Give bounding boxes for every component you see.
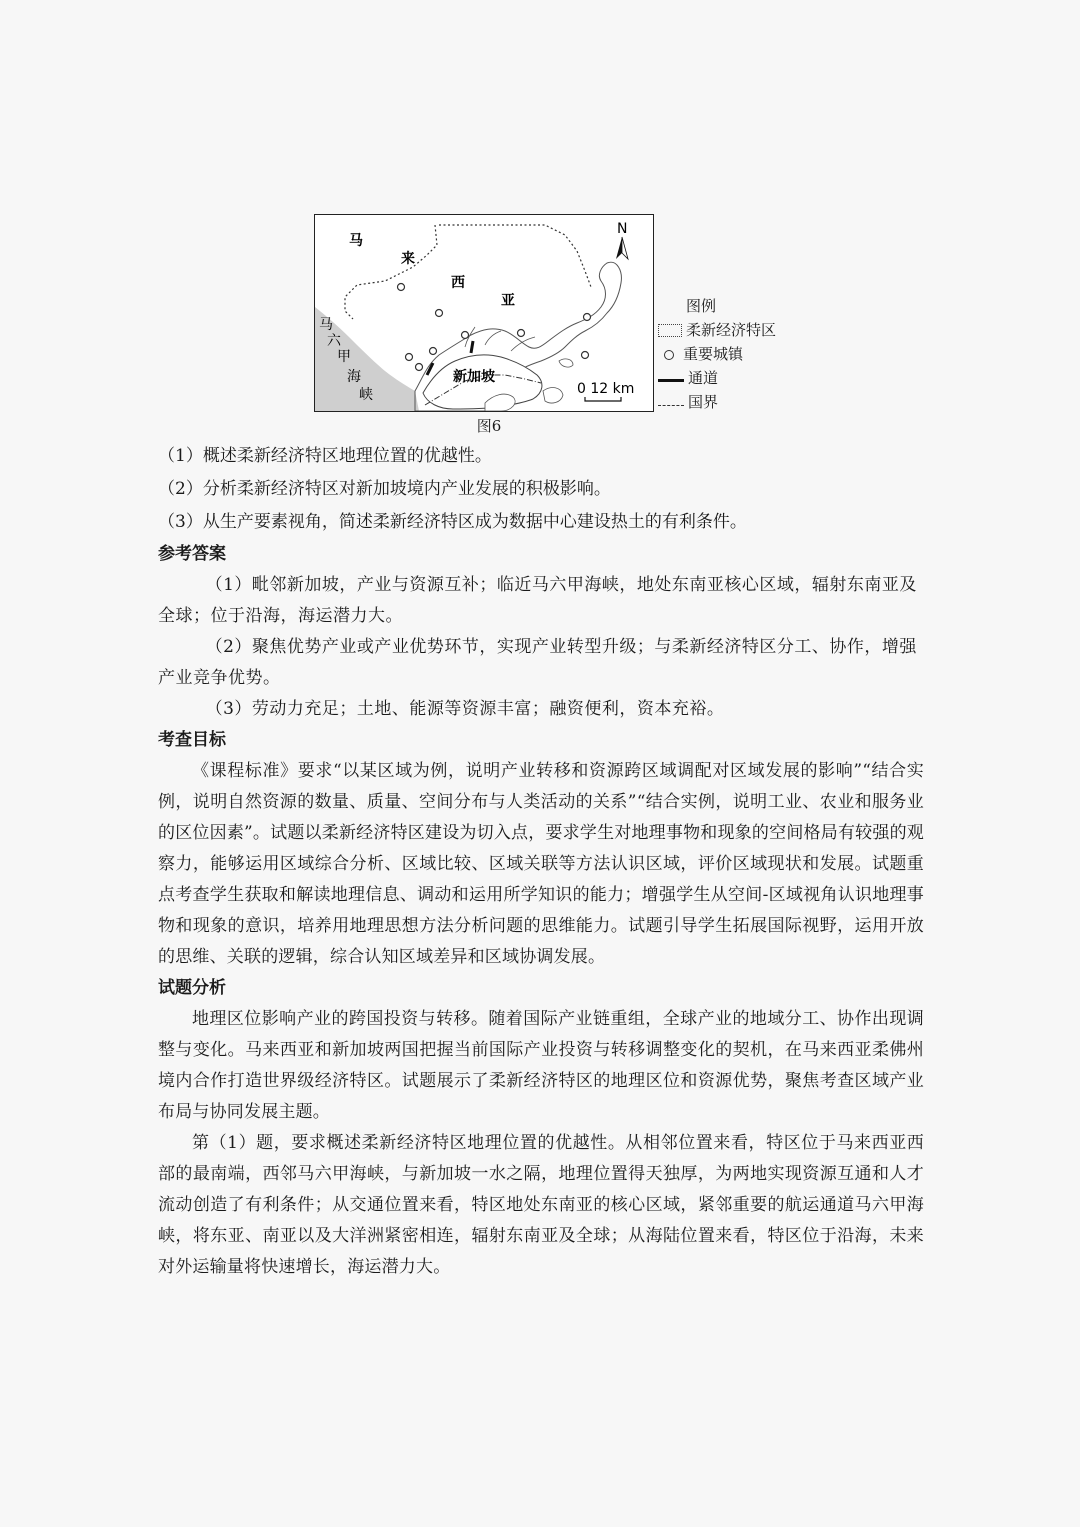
analysis-paragraph-1: 地理区位影响产业的跨国投资与转移。随着国际产业链重组，全球产业的地域分工、协作出现调整与变化。马来西亚和新加坡两国把握当前国际产业投资与转移调整变化的契机，在马来西亚柔佛州境内合作打造世界级经济特区。试题展示了柔新经济特区的地理区位和资源优势，聚焦考查区域产业布局与协同发展主题。 [158, 1009, 924, 1122]
town-marker [584, 314, 591, 321]
town-marker [462, 332, 469, 339]
label-strait-5: 峡 [359, 387, 373, 403]
island [559, 359, 573, 367]
document-body [158, 440, 924, 1283]
objectives-text: 《课程标准》要求“以某区域为例，说明产业转移和资源跨区域调配对区域发展的影响”“结合实例，说明自然资源的数量、质量、空间分布与人类活动的关系”“结合实例，说明工业、农业和服务业的区位因素”。试题以柔新经济特区建设为切入点，要求学生对地理事物和现象的空间格局有较强的观察力，能够运用区域综合分析、区域比较、区域关联等方法认识区域，评价区域现状和发展。试题重点考查学生获取和解读地理信息、调动和运用所学知识的能力；增强学生从空间-区域视角认识地理事物和现象的意识，培养用地理思想方法分析问题的思维能力。试题引导学生拓展国际视野，运用开放的思维、关联的逻辑，综合认知区域差异和区域协调发展。 [158, 761, 924, 967]
heading-objectives: 考查目标 [158, 730, 226, 750]
label-malaysia-2: 来 [401, 251, 415, 267]
legend-item-town: 重要城镇 [658, 342, 798, 366]
answer-3: （3）劳动力充足；土地、能源等资源丰富；融资便利，资本充裕。 [205, 699, 725, 719]
north-arrow-icon-half [622, 237, 628, 259]
map-drawing [315, 215, 653, 411]
scale-label: 0 12 km [577, 381, 635, 397]
figure-caption: 图6 [476, 417, 502, 435]
answer-2: （2）聚焦优势产业或产业优势环节，实现产业转型升级；与柔新经济特区分工、协作，增强产业竞争优势。 [158, 637, 917, 688]
label-malaysia-3: 西 [451, 275, 465, 291]
solid-line-icon [658, 379, 684, 382]
map-legend [658, 294, 798, 414]
legend-item-economic-zone: 柔新经济特区 [658, 318, 798, 342]
dash-dot-line-icon [658, 405, 684, 406]
heading-analysis: 试题分析 [158, 978, 226, 998]
map [314, 214, 654, 412]
label-strait-3: 甲 [337, 349, 351, 365]
town-marker [518, 330, 525, 337]
question-3: （3）从生产要素视角，简述柔新经济特区成为数据中心建设热土的有利条件。 [158, 512, 747, 532]
legend-item-channel: 通道 [658, 366, 798, 390]
river [511, 337, 535, 351]
answer-1: （1）毗邻新加坡，产业与资源互补；临近马六甲海峡，地处东南亚核心区域，辐射东南亚及全球；位于沿海，海运潜力大。 [158, 575, 917, 626]
question-2: （2）分析柔新经济特区对新加坡境内产业发展的积极影响。 [158, 479, 611, 499]
label-singapore: 新加坡 [453, 369, 495, 385]
north-label: N [617, 221, 628, 237]
label-strait-2: 六 [327, 333, 341, 349]
label-strait-4: 海 [347, 369, 361, 385]
town-marker [430, 348, 437, 355]
legend-title: 图例 [686, 297, 717, 315]
question-1: （1）概述柔新经济特区地理位置的优越性。 [158, 446, 492, 466]
heading-reference-answers: 参考答案 [158, 544, 226, 564]
label-malaysia-1: 马 [349, 233, 363, 249]
north-arrow-icon [616, 237, 622, 259]
channel-east [471, 341, 473, 353]
figure-6 [314, 214, 794, 444]
analysis-paragraph-2: 第（1）题，要求概述柔新经济特区地理位置的优越性。从相邻位置来看，特区位于马来西亚西部的最南端，西邻马六甲海峡，与新加坡一水之隔，地理位置得天独厚，为两地实现资源互通和人才流动创造了有利条件；从交通位置来看，特区地处东南亚的核心区域，紧邻重要的航运通道马六甲海峡，将东亚、南亚以及大洋洲紧密相连，辐射东南亚及全球；从海陆位置来看，特区位于沿海，未来对外运输量将快速增长，海运潜力大。 [158, 1133, 924, 1277]
river [485, 331, 501, 345]
town-marker [436, 310, 443, 317]
label-malaysia-4: 亚 [501, 293, 515, 309]
town-marker [406, 354, 413, 361]
economic-zone-boundary [345, 225, 591, 319]
island [543, 388, 563, 403]
dotted-box-icon [658, 324, 682, 337]
town-marker [582, 352, 589, 359]
town-marker [416, 364, 423, 371]
circle-icon [664, 350, 674, 360]
legend-item-border: 国界 [658, 390, 798, 414]
town-marker [398, 284, 405, 291]
label-strait-1: 马 [319, 317, 333, 333]
scale-bar [585, 397, 621, 401]
